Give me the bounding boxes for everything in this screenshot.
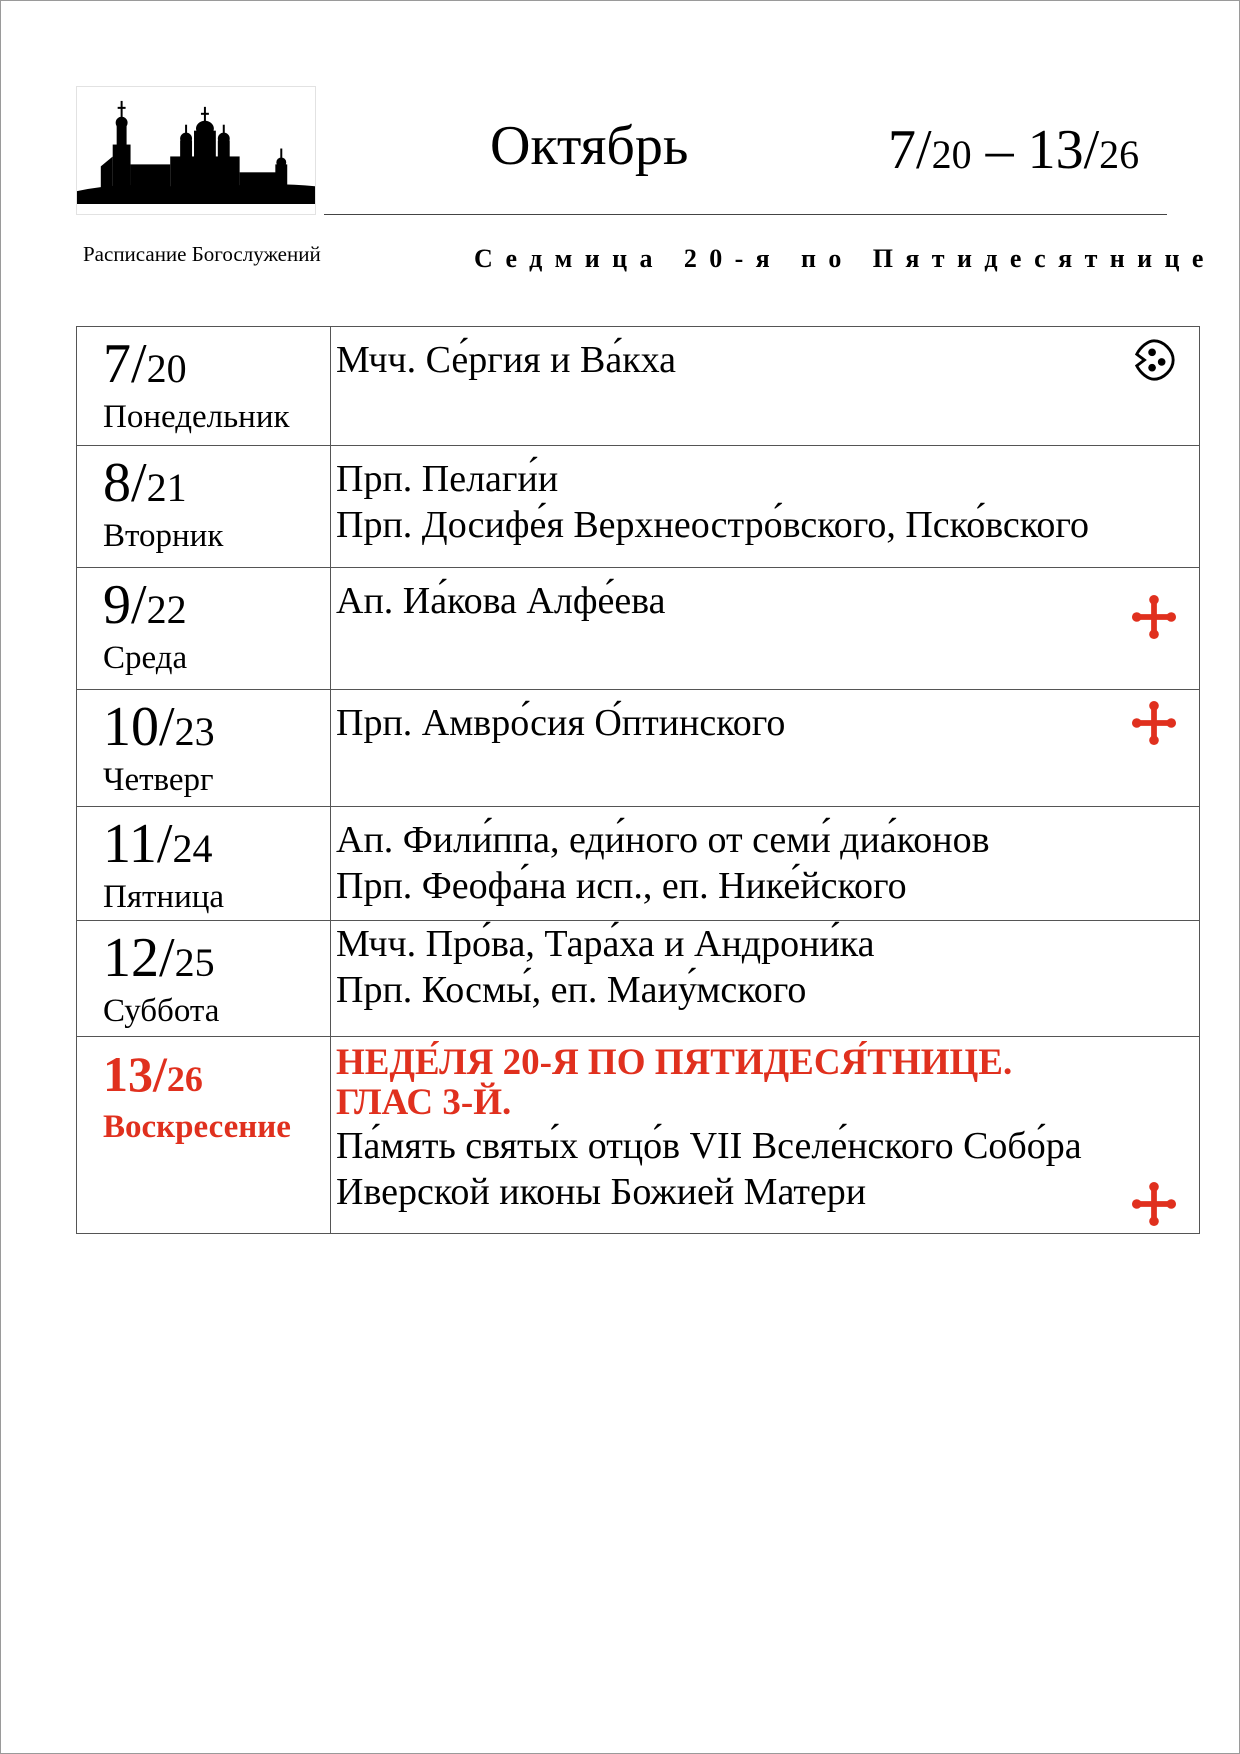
red-cross-icon	[1131, 700, 1177, 746]
commemoration-cell	[331, 568, 1200, 690]
feast-title-line: НЕДЕ́ЛЯ 20-Я ПО ПЯТИДЕСЯ́ТНИЦЕ.	[336, 1042, 1013, 1083]
saint-line: Прп. Феофа́на исп., еп. Нике́йского	[336, 865, 907, 907]
date-cell	[77, 1037, 331, 1234]
date-cell	[77, 446, 331, 568]
range-start-new: 20	[931, 132, 972, 177]
table-row	[77, 568, 1200, 690]
weekday-label: Суббота	[103, 993, 220, 1029]
weekday-label: Вторник	[103, 518, 224, 554]
saint-line: Прп. Амвро́сия О́птинского	[336, 702, 786, 744]
weekday-label: Воскресение	[103, 1109, 291, 1145]
date-number: 13/26	[103, 1046, 203, 1102]
commemoration-cell	[331, 327, 1200, 446]
saint-line: Мчч. Се́ргия и Ва́кха	[336, 339, 677, 381]
date-number: 11/24	[103, 813, 213, 875]
range-separator: –	[971, 119, 1028, 181]
table-row	[77, 446, 1200, 568]
saint-line: Прп. Космы́, еп. Маиу́мского	[336, 969, 807, 1011]
commemoration-cell	[331, 446, 1200, 568]
header-divider	[324, 214, 1167, 215]
week-title: Седмица 20-я по Пятидесятнице	[474, 244, 1216, 273]
saint-line: Прп. Пелаги́и	[336, 458, 559, 500]
date-number: 8/21	[103, 452, 187, 514]
date-number: 12/25	[103, 927, 215, 989]
saint-line: Мчч. Про́ва, Тара́ха и Андрони́ка	[336, 923, 875, 965]
table-row	[77, 327, 1200, 446]
date-cell	[77, 921, 331, 1037]
weekday-label: Понедельник	[103, 399, 290, 435]
feast-title-line: ГЛАС 3-Й.	[336, 1082, 512, 1123]
table-row	[77, 921, 1200, 1037]
range-end-new: 26	[1099, 132, 1140, 177]
month-title: Октябрь	[490, 115, 689, 177]
date-cell	[77, 568, 331, 690]
church-silhouette-icon	[77, 87, 315, 214]
red-cross-icon	[1131, 594, 1177, 640]
commemoration-cell	[331, 921, 1200, 1037]
saint-line: Ап. Иа́кова Алфе́ева	[336, 580, 666, 622]
date-cell	[77, 690, 331, 807]
table-row	[77, 807, 1200, 921]
date-number: 7/20	[103, 333, 187, 395]
commemoration-cell	[331, 690, 1200, 807]
date-range	[888, 116, 1139, 189]
date-cell	[77, 327, 331, 446]
saint-line: Ап. Фили́ппа, еди́ного от семи́ диа́конов	[336, 819, 990, 861]
schedule-subtitle: Расписание Богослужений	[83, 242, 321, 266]
weekday-label: Пятница	[103, 879, 225, 915]
church-silhouette-logo	[76, 86, 316, 215]
red-cross-icon	[1131, 1181, 1177, 1227]
range-start-old: 7/	[888, 119, 932, 181]
saint-line: Па́мять святы́х отцо́в VII Вселе́нского Собо́ра	[336, 1125, 1082, 1167]
commemoration-cell	[331, 1037, 1200, 1234]
polyeleos-sign-icon	[1131, 337, 1177, 383]
date-number: 9/22	[103, 574, 187, 636]
saint-line: Прп. Досифе́я Верхнеостро́вского, Пско́вского	[336, 504, 1089, 546]
range-end-old: 13/	[1027, 119, 1100, 181]
table-row	[77, 1037, 1200, 1234]
weekday-label: Среда	[103, 640, 188, 676]
saint-line: Иверской иконы Божией Матери	[336, 1171, 867, 1213]
commemoration-cell	[331, 807, 1200, 921]
date-cell	[77, 807, 331, 921]
weekday-label: Четверг	[103, 762, 214, 798]
schedule-table	[76, 326, 1200, 1234]
date-number: 10/23	[103, 696, 215, 758]
table-row	[77, 690, 1200, 807]
